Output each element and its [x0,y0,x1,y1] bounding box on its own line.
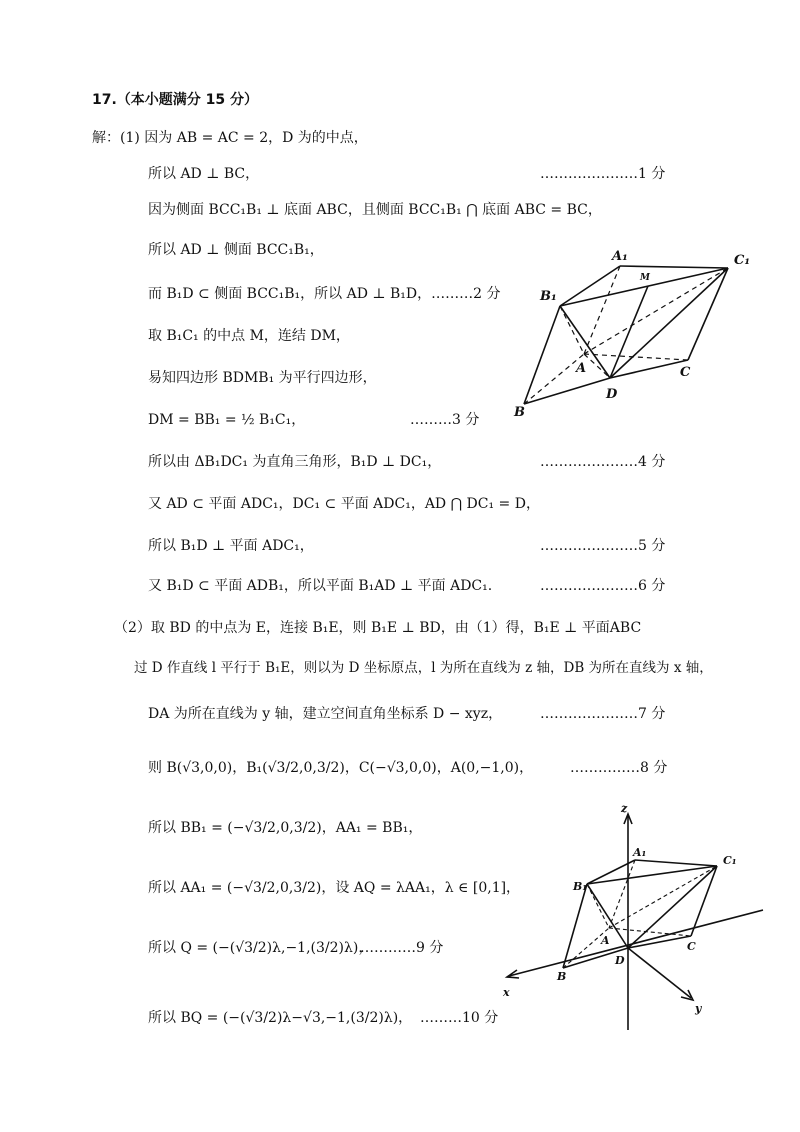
label-b1-2: B₁ [573,880,588,893]
score-4: …………………4 分 [540,454,666,470]
score-10: ………10 分 [420,1010,499,1026]
label-m: M [640,273,650,283]
part2-step-5: 所以 BB₁ = (−√3/2,0,3/2)，AA₁ = BB₁， [148,820,423,836]
score-1: …………………1 分 [540,166,666,182]
label-b-2: B [557,970,567,983]
label-c1: C₁ [734,253,751,268]
part2-step-3: DA 为所在直线为 y 轴，建立空间直角坐标系 D − xyz， [148,706,503,722]
step-5: 取 B₁C₁ 的中点 M，连结 DM， [148,328,350,344]
label-d-2: D [615,954,625,967]
label-y: y [695,1002,702,1015]
label-a1-2: A₁ [633,846,647,859]
part2-step-4: 则 B(√3,0,0)，B₁(√3/2,0,3/2)，C(−√3,0,0)，A(0,−1,0)， [148,760,534,776]
label-a1: A₁ [612,249,628,264]
score-7: …………………7 分 [540,706,666,722]
label-a: A [576,361,587,376]
score-8: ……………8 分 [570,760,668,776]
part2-step-7: 所以 Q = (−(√3/2)λ,−1,(3/2)λ)， [148,940,373,956]
part2-step-1: （2）取 BD 的中点为 E，连接 B₁E，则 B₁E ⊥ BD，由（1）得，B₁E ⊥ 平面ABC [114,620,642,636]
step-7: DM = BB₁ = ½ B₁C₁， [148,412,306,428]
label-b: B [514,405,525,420]
label-a-2: A [601,934,610,947]
label-z: z [621,802,628,815]
label-c1-2: C₁ [723,854,737,867]
problem-title: 17.（本小题满分 15 分） [92,92,259,108]
step-6: 易知四边形 BDMB₁ 为平行四边形， [148,370,377,386]
step-8: 所以由 ΔB₁DC₁ 为直角三角形，B₁D ⊥ DC₁， [148,454,442,470]
label-c-2: C [687,940,696,953]
score-6: …………………6 分 [540,578,666,594]
step-1: 所以 AD ⊥ BC， [148,166,260,182]
part2-step-2: 过 D 作直线 l 平行于 B₁E，则以为 D 坐标原点，l 为所在直线为 z 轴，DB 为所在直线为 x 轴， [134,660,713,676]
part1-intro: 解：(1) 因为 AB = AC = 2，D 为的中点， [92,130,368,146]
step-9: 又 AD ⊂ 平面 ADC₁，DC₁ ⊂ 平面 ADC₁，AD ⋂ DC₁ = D， [148,496,540,512]
score-3: ………3 分 [410,412,480,428]
part2-step-8: 所以 BQ = (−(√3/2)λ−√3,−1,(3/2)λ)， [148,1010,413,1026]
step-11: 又 B₁D ⊂ 平面 ADB₁，所以平面 B₁AD ⊥ 平面 ADC₁. [148,578,493,594]
prism-figure [500,240,770,430]
step-4: 而 B₁D ⊂ 侧面 BCC₁B₁，所以 AD ⊥ B₁D，………2 分 [148,286,501,302]
score-9: …………9 分 [360,940,444,956]
score-5: …………………5 分 [540,538,666,554]
step-10: 所以 B₁D ⊥ 平面 ADC₁， [148,538,314,554]
step-3: 所以 AD ⊥ 侧面 BCC₁B₁， [148,242,324,258]
step-2: 因为侧面 BCC₁B₁ ⊥ 底面 ABC，且侧面 BCC₁B₁ ⋂ 底面 ABC = BC， [148,202,602,218]
coordinate-figure [495,798,770,1034]
label-x: x [503,986,510,999]
label-c: C [680,365,691,380]
part2-step-6: 所以 AA₁ = (−√3/2,0,3/2)，设 AQ = λAA₁，λ ∈ [0,1]， [148,880,521,896]
label-d: D [606,387,618,402]
label-b1: B₁ [540,289,557,304]
